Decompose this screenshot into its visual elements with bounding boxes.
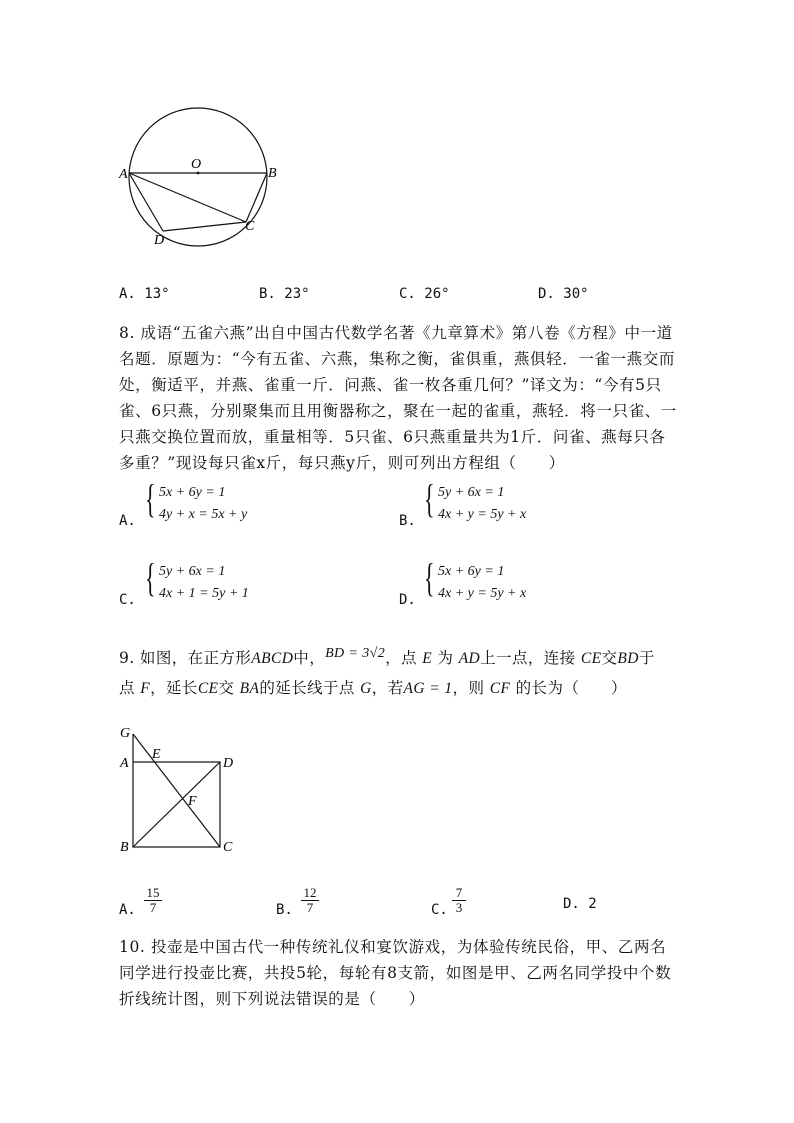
label-e: E [152,747,161,762]
q9-option-a-letter[interactable]: A. [119,902,136,918]
brace-icon: { [145,476,156,521]
q8-b-eq2: 4x + y = 5y + x [438,507,527,522]
q9-option-d[interactable]: D. 2 [563,896,597,912]
label-b: B [120,840,129,855]
label-a: A [119,167,128,182]
q8-option-d-letter[interactable]: D. [399,592,416,608]
q8-d-eq1: 5x + 6y = 1 [438,564,505,579]
label-g: G [120,726,131,741]
q8-option-d-system [424,555,554,608]
q8-c-eq1: 5y + 6x = 1 [159,564,226,579]
chord-dc [163,222,246,231]
q8-a-eq1: 5x + 6y = 1 [159,485,226,500]
brace-icon: { [424,555,435,600]
q10-question: 10. 投壶是中国古代一种传统礼仪和宴饮游戏，为体验传统民俗，甲、乙两名同学进行投壶比赛，共投5轮，每轮有8支箭，如图是甲、乙两名同学投中个数折线统计图，则下列说法错误的是（ ） [119,938,672,1008]
label-a: A [120,756,129,771]
q8-a-eq2: 4y + x = 5x + y [159,507,248,522]
q7-option-a[interactable]: A. 13° [119,286,170,302]
q9-line-2: 点 F，延长CE交 BA的延长线于点 G，若AG = 1，则 CF 的长为（ ） [119,679,627,697]
label-d: D [154,233,165,248]
q7-option-d[interactable]: D. 30° [538,286,589,302]
circle-figure [110,95,290,255]
q8-option-b-letter[interactable]: B. [399,513,416,529]
q8-c-eq2: 4x + 1 = 5y + 1 [159,586,249,601]
brace-icon: { [424,476,435,521]
label-c: C [245,219,255,234]
q8-option-a-letter[interactable]: A. [119,513,136,529]
q9-option-b-fraction: $\frac{12}{7}$ [301,886,319,915]
square-figure [112,720,242,860]
q8-d-eq2: 4x + y = 5y + x [438,586,527,601]
diagonal-bd [133,762,220,847]
q8-question: 8. 成语“五雀六燕”出自中国古代数学名著《九章算术》第八卷《方程》中一道名题．原题为：“今有五雀、六燕，集称之衡，雀俱重，燕俱轻．一雀一燕交而处，衡适平，并燕、雀重一斤．问燕、雀一枚各重几何？”译文为：“今有5只雀、6只燕，分别聚集而且用衡器称之，聚在一起的雀重，燕轻．将一只雀、一只燕交换位置而放，重量相等．5只雀、6只燕重量共为1斤．问雀、燕每只各多重？”现设每只雀x斤，每只燕y斤，则可列出方程组（ ） [119,324,677,472]
label-d: D [223,756,234,771]
brace-icon: { [145,555,156,600]
q9-option-a-fraction: $\frac{15}{7}$ [144,886,162,915]
q8-b-eq1: 5y + 6x = 1 [438,485,505,500]
label-f: F [188,794,197,809]
q7-option-c[interactable]: C. 26° [399,286,450,302]
q8-option-a-system [145,476,275,529]
q9-option-b-letter[interactable]: B. [276,902,293,918]
q8-option-b-system [424,476,554,529]
q9-option-c-letter[interactable]: C. [431,902,448,918]
q9-line-1: 9. 如图，在正方形ABCD中，BD = 3√2，点 E 为 AD上一点，连接 CE交BD于 [119,646,655,667]
label-b: B [268,166,277,181]
q9-option-c-fraction: $\frac{7}{3}$ [452,886,466,915]
q8-option-c-system [145,555,275,608]
center-dot [197,172,200,175]
label-o: O [191,157,202,172]
label-c: C [223,840,233,855]
line-gc [133,734,220,847]
chord-ac [129,173,246,222]
q7-option-b[interactable]: B. 23° [259,286,310,302]
q8-option-c-letter[interactable]: C. [119,592,136,608]
